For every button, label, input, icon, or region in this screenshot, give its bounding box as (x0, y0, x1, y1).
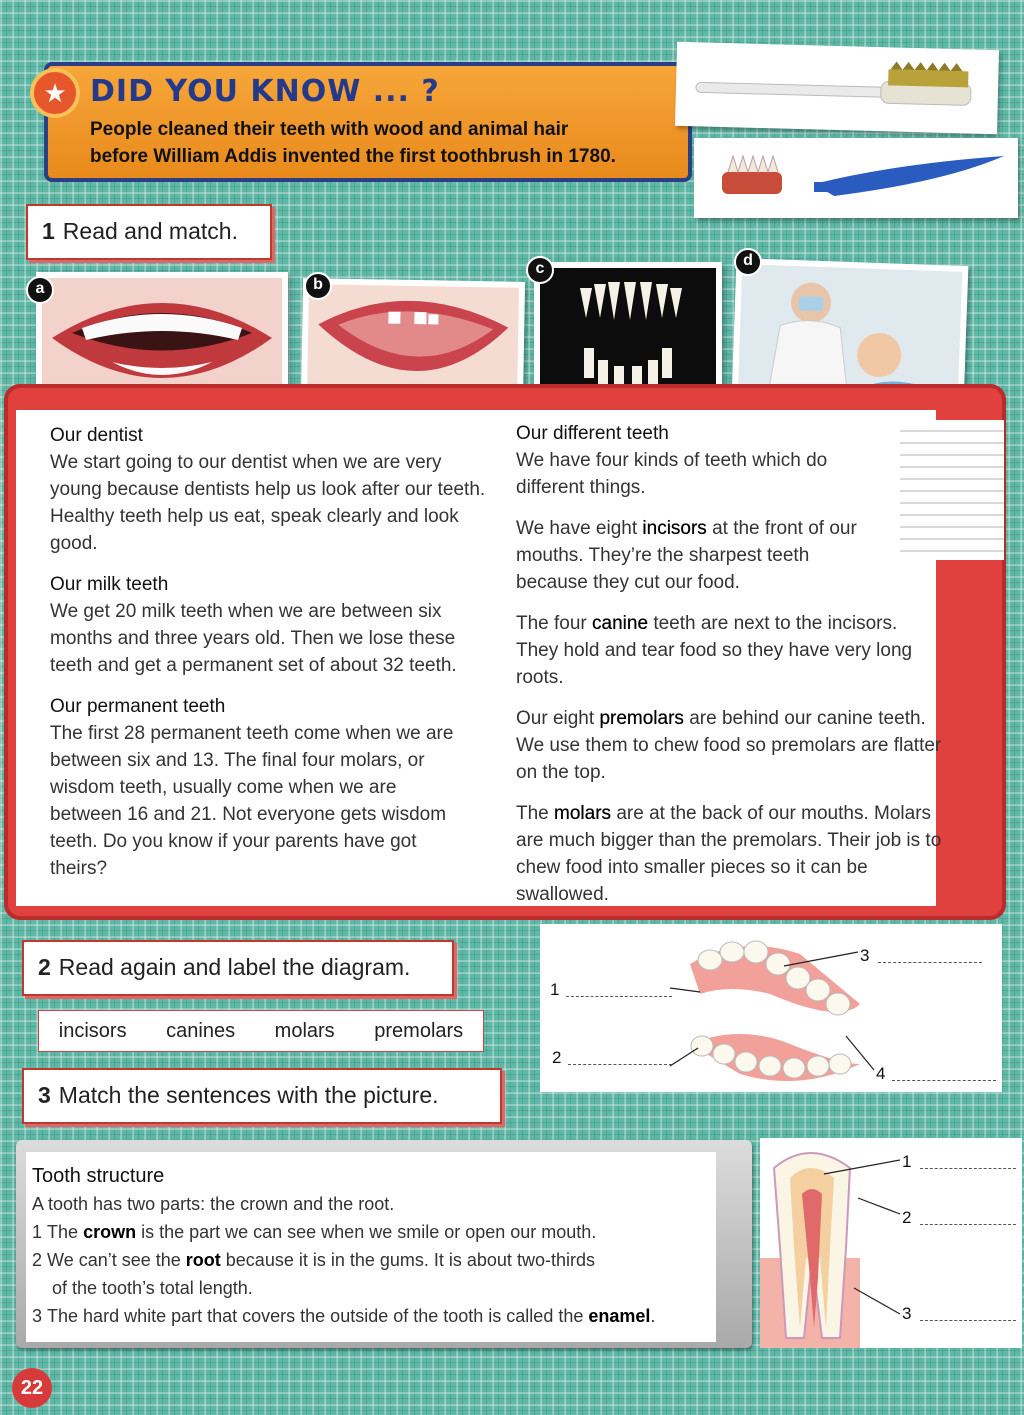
tooth-structure-intro: A tooth has two parts: the crown and the root. (32, 1194, 395, 1214)
sentence-1-post: is the part we can see when we smile or open our mouth. (136, 1222, 597, 1242)
sentence-2-continued: of the tooth’s total length. (52, 1278, 253, 1298)
premolars-paragraph (516, 705, 942, 786)
exercise-2-heading (22, 940, 454, 996)
dentist-text: We start going to our dentist when we are very young because dentists help us look after our teeth. Healthy teeth help us eat, speak clearly and look good. (50, 452, 486, 554)
molars-word: molars (554, 803, 612, 824)
sentence-2-post: because it is in the gums. It is about two-thirds (220, 1250, 595, 1270)
sentence-3 (32, 1302, 712, 1330)
sentence-3-word: enamel (588, 1306, 651, 1326)
word-incisors: incisors (58, 1019, 127, 1042)
tooth-label-2: 2 (902, 1208, 912, 1227)
sentence-2-number: 2 (32, 1250, 43, 1270)
did-you-know-line-1: People cleaned their teeth with wood and animal hair (90, 119, 569, 140)
tooth-label-3: 3 (902, 1304, 912, 1323)
sentence-1-pre: The (47, 1222, 84, 1242)
canine-word: canine (592, 613, 649, 634)
star-icon: ★ (30, 68, 80, 118)
molars-paragraph (516, 800, 942, 908)
did-you-know-title: DID YOU KNOW ... ? (90, 74, 440, 109)
different-teeth-heading: Our different teeth (516, 423, 669, 444)
canine-paragraph (516, 610, 942, 691)
photo-a-badge: a (26, 276, 54, 304)
jaw-illustration (540, 924, 1002, 1092)
word-premolars: premolars (374, 1019, 464, 1042)
sentence-3-number: 3 (32, 1306, 43, 1326)
sentence-2-word: root (185, 1250, 221, 1270)
sentence-2 (32, 1246, 712, 1274)
incisors-paragraph (516, 515, 886, 596)
reading-left-column (50, 422, 496, 896)
exercise-3-number: 3 (38, 1082, 51, 1108)
premolars-pre: Our eight (516, 708, 600, 729)
tooth-answer-line-3[interactable] (920, 1320, 1016, 1321)
photo-c-badge: c (526, 256, 554, 284)
toothbrush-photo-modern (675, 42, 999, 134)
exercise-3-heading (22, 1068, 502, 1124)
page-number: 22 (12, 1368, 52, 1408)
permanent-teeth-text: The first 28 permanent teeth come when we are between six and 13. The final four molars, or wisdom teeth, usually come when we are between 16 and 21. Not everyone gets wisdom teeth. Do you know if your parents have got theirs? (50, 723, 454, 879)
dentist-heading: Our dentist (50, 425, 143, 446)
tooth-answer-line-2[interactable] (920, 1224, 1016, 1225)
word-molars: molars (274, 1019, 335, 1042)
tooth-answer-line-1[interactable] (920, 1168, 1016, 1169)
toothbrush-photo-old (694, 138, 1018, 218)
exercise-2-instruction: Read again and label the diagram. (58, 954, 411, 980)
tooth-structure-text (32, 1162, 712, 1330)
word-box (38, 1010, 484, 1052)
permanent-teeth-heading: Our permanent teeth (50, 696, 226, 717)
incisors-post: at the front of our mouths. They’re the sharpest teeth because they cut our food. (516, 518, 857, 593)
toothbrush-illustration (675, 42, 999, 134)
smile-illustration (42, 278, 282, 398)
tooth-structure-heading: Tooth structure (32, 1165, 165, 1187)
diagram-label-4: 4 (876, 1064, 886, 1083)
diagram-label-2: 2 (552, 1048, 562, 1067)
sentence-1-number: 1 (32, 1222, 43, 1242)
diagram-answer-line-4[interactable] (892, 1080, 996, 1081)
diagram-answer-line-3[interactable] (878, 962, 982, 963)
photo-d-badge: d (734, 248, 762, 276)
exercise-1-instruction: Read and match. (62, 218, 238, 244)
incisors-pre: We have eight (516, 518, 643, 539)
tooth-cross-section-diagram (760, 1138, 1022, 1348)
tooth-cross-section-illustration (760, 1138, 1022, 1348)
premolars-word: premolars (599, 708, 684, 729)
different-teeth-text: We have four kinds of teeth which do different things. (516, 450, 828, 498)
sentence-1-word: crown (83, 1222, 137, 1242)
premolars-post: are behind our canine teeth. We use them to chew food so premolars are flatter on the top. (516, 708, 942, 783)
diagram-label-1: 1 (550, 980, 560, 999)
exercise-1-heading (26, 204, 272, 260)
diagram-label-3: 3 (860, 946, 870, 965)
canine-post: teeth are next to the incisors. They hold and tear food so they have very long roots. (516, 613, 913, 688)
word-canines: canines (166, 1019, 236, 1042)
photo-b-badge: b (304, 272, 332, 300)
exercise-1-number: 1 (42, 218, 55, 244)
did-you-know-line-2: before William Addis invented the first toothbrush in 1780. (90, 146, 616, 167)
canine-pre: The four (516, 613, 593, 634)
incisors-word: incisors (642, 518, 707, 539)
sentence-1 (32, 1218, 712, 1246)
molars-pre: The (516, 803, 555, 824)
exercise-2-number: 2 (38, 954, 51, 980)
milk-teeth-heading: Our milk teeth (50, 574, 169, 595)
diagram-answer-line-2[interactable] (568, 1064, 672, 1065)
exercise-3-instruction: Match the sentences with the picture. (58, 1082, 439, 1108)
molars-post: are at the back of our mouths. Molars are much bigger than the premolars. Their job is to chew food into smaller pieces so it can be swallowed. (516, 803, 942, 905)
sentence-3-post: . (650, 1306, 656, 1326)
old-toothbrush-illustration (694, 138, 1018, 218)
reading-right-column (516, 420, 942, 922)
milk-teeth-text: We get 20 milk teeth when we are between six months and three years old. Then we lose these teeth and get a permanent set of about 32 teeth. (50, 601, 457, 676)
child-mouth-illustration (307, 284, 519, 400)
sentence-3-pre: The hard white part that covers the outside of the tooth is called the (47, 1306, 589, 1326)
teeth-diagram (540, 924, 1002, 1092)
did-you-know-text (90, 116, 690, 170)
tooth-label-1: 1 (902, 1152, 912, 1171)
sentence-2-pre: We can’t see the (47, 1250, 186, 1270)
diagram-answer-line-1[interactable] (566, 996, 672, 997)
dentist-illustration (738, 264, 962, 402)
